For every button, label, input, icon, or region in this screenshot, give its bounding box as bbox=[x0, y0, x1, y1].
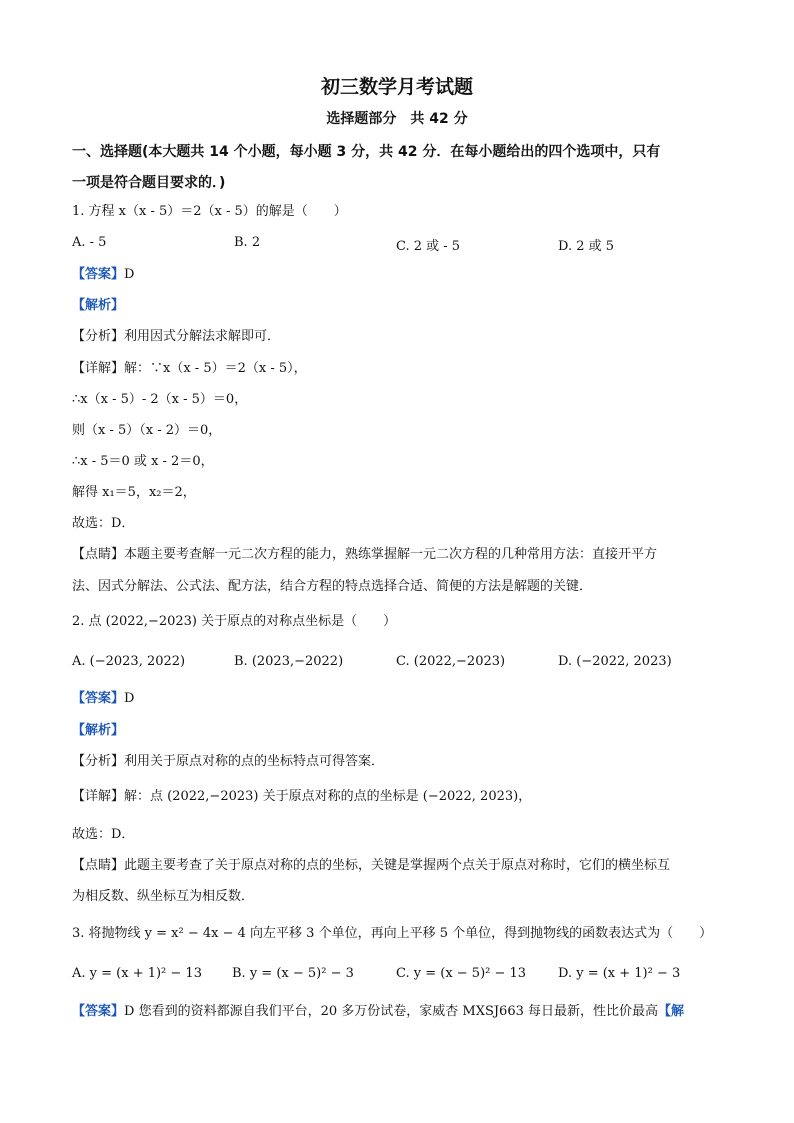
q1-dianjing-line1 bbox=[72, 546, 657, 564]
q1-step-2: ∴x（x - 5）- 2（x - 5）＝0， bbox=[72, 392, 248, 407]
q2-option-a: A. (−2023, 2022) bbox=[72, 654, 186, 669]
section-instructions-line2: 一项是符合题目要求的．) bbox=[72, 175, 226, 191]
q1-dianjing-line2: 法、因式分解法、公式法、配方法，结合方程的特点选择合适、简便的方法是解题的关键． bbox=[72, 579, 593, 594]
q2-option-c: C. (2022,−2023) bbox=[396, 654, 506, 669]
q2-fenxi bbox=[72, 753, 384, 771]
step-1: 解：∵x（x - 5）＝2（x - 5）， bbox=[124, 361, 307, 376]
answer-watermark-text: D 您看到的资料都源自我们平台，20 多万份试卷，家威杏 MXSJ663 每日最新，性比价最高 bbox=[124, 1004, 659, 1019]
analysis-tag: 【解析】 bbox=[72, 298, 125, 313]
q1-jiexi bbox=[72, 297, 124, 315]
answer-tag: 【答案】 bbox=[72, 267, 125, 282]
q2-option-b: B. (2023,−2022) bbox=[234, 654, 344, 669]
q1-option-c: C. 2 或 - 5 bbox=[396, 239, 461, 254]
q1-option-d: D. 2 或 5 bbox=[558, 239, 615, 254]
q2-jiexi bbox=[72, 722, 124, 740]
q1-option-b: B. 2 bbox=[234, 235, 261, 250]
answer-tag: 【答案】 bbox=[72, 1004, 125, 1019]
q1-option-a: A. - 5 bbox=[72, 235, 107, 250]
q2-dianjing-line1 bbox=[72, 857, 670, 875]
fenxi-text: 利用因式分解法求解即可． bbox=[124, 329, 281, 344]
q3-option-a: A. y = (x + 1)² − 13 bbox=[72, 966, 202, 981]
q1-step-4: ∴x - 5＝0 或 x - 2＝0， bbox=[72, 454, 214, 469]
q2-dianjing-line2: 为相反数、纵坐标互为相反数． bbox=[72, 889, 255, 904]
answer-value: D bbox=[124, 267, 135, 282]
section-instructions-line1: 一、选择题(本大题共 14 个小题，每小题 3 分，共 42 分．在每小题给出的四个选项中，只有 bbox=[72, 144, 661, 160]
q3-option-b: B. y = (x − 5)² − 3 bbox=[232, 966, 354, 981]
page-title: 初三数学月考试题 bbox=[320, 76, 473, 98]
q3-option-d: D. y = (x + 1)² − 3 bbox=[558, 966, 681, 981]
answer-tag: 【答案】 bbox=[72, 691, 125, 706]
xiangjie-tag: 【详解】 bbox=[72, 789, 125, 804]
q2-option-d: D. (−2022, 2023) bbox=[558, 654, 672, 669]
q2-stem: 2. 点 (2022,−2023) 关于原点的对称点坐标是（ ） bbox=[72, 614, 397, 629]
q1-stem: 1. 方程 x（x - 5）＝2（x - 5）的解是（ ） bbox=[72, 204, 347, 219]
q1-fenxi bbox=[72, 328, 280, 346]
q3-answer bbox=[72, 1003, 684, 1021]
q3-stem: 3. 将抛物线 y = x² − 4x − 4 向左平移 3 个单位，再向上平移 5 个单位，得到抛物线的函数表达式为（ ） bbox=[72, 926, 713, 941]
dianjing-tag: 【点睛】 bbox=[72, 547, 125, 562]
q2-guxuan: 故选：D． bbox=[72, 827, 135, 842]
answer-value: D bbox=[124, 691, 135, 706]
dianjing-text: 本题主要考查解一元二次方程的能力，熟练掌握解一元二次方程的几种常用方法：直接开平方 bbox=[124, 547, 658, 562]
dianjing-text: 此题主要考查了关于原点对称的点的坐标，关键是掌握两个点关于原点对称时，它们的横坐标互 bbox=[124, 858, 671, 873]
q1-step-3: 则（x - 5）（x - 2）＝0， bbox=[72, 423, 222, 438]
jie-tag: 【解 bbox=[658, 1004, 685, 1019]
analysis-tag: 【解析】 bbox=[72, 723, 125, 738]
q2-xiangjie bbox=[72, 788, 531, 806]
xiangjie-tag: 【详解】 bbox=[72, 361, 125, 376]
q3-option-c: C. y = (x − 5)² − 13 bbox=[396, 966, 527, 981]
dianjing-tag: 【点睛】 bbox=[72, 858, 125, 873]
section-subtitle: 选择题部分 共 42 分 bbox=[326, 111, 468, 127]
q1-answer bbox=[72, 266, 134, 284]
q1-xiangjie bbox=[72, 360, 307, 378]
fenxi-tag: 【分析】 bbox=[72, 329, 125, 344]
xiangjie-text: 解：点 (2022,−2023) 关于原点对称的点的坐标是 (−2022, 2023)， bbox=[124, 789, 532, 804]
fenxi-tag: 【分析】 bbox=[72, 754, 125, 769]
fenxi-text: 利用关于原点对称的点的坐标特点可得答案． bbox=[124, 754, 385, 769]
q1-step-6: 故选：D． bbox=[72, 516, 135, 531]
q1-step-5: 解得 x₁＝5，x₂＝2， bbox=[72, 485, 196, 500]
q2-answer bbox=[72, 690, 134, 708]
